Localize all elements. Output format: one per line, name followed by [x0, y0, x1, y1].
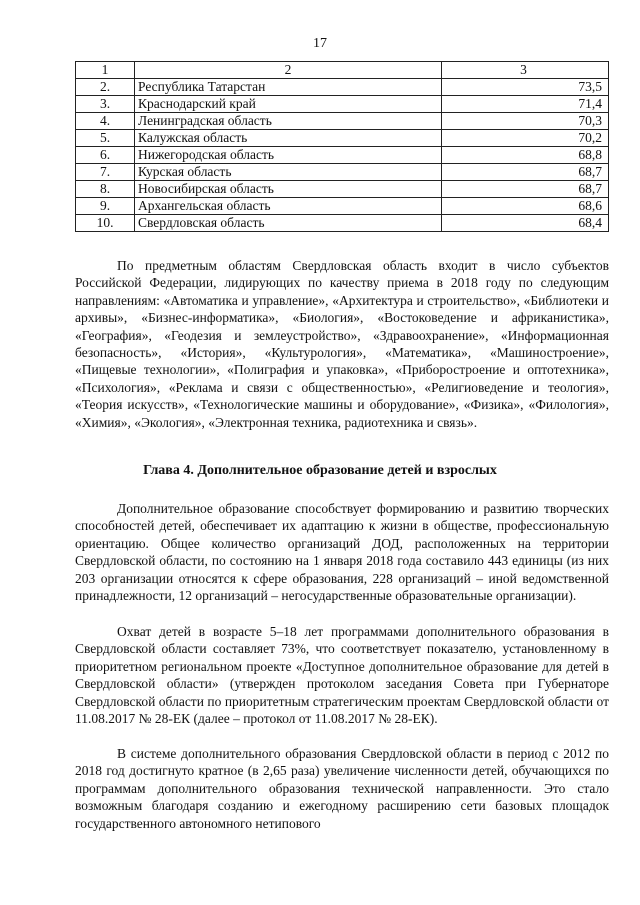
region-name: Свердловская область [135, 215, 442, 232]
row-number: 7. [76, 164, 135, 181]
region-score: 70,3 [442, 113, 609, 130]
region-ranking-table [75, 61, 609, 232]
region-score: 68,7 [442, 181, 609, 198]
row-number: 3. [76, 96, 135, 113]
region-score: 68,6 [442, 198, 609, 215]
region-name: Краснодарский край [135, 96, 442, 113]
table-header-cell: 3 [442, 62, 609, 79]
table-row [76, 147, 609, 164]
table-row [76, 113, 609, 130]
subjects-paragraph: По предметным областям Свердловская область входит в число субъектов Российской Федерации, лидирующих по качеству приема в 2018 году по следующим направлениям: «Автоматика и управление», «Архитектура и строительство», «Библиотеки и архивы», «Бизнес-информатика», «Биология», «Востоковедение и африканистика», «География», «Геодезия и землеустройство», «Здравоохранение», «Информационная безопасность», «История», «Культурология», «Математика», «Машиностроение», «Пищевые технологии», «Полиграфия и упаковка», «Приборостроение и оптотехника», «Психология», «Реклама и связи с общественностью», «Религиоведение и теология», «Теория искусств», «Технологические машины и оборудование», «Физика», «Филология», «Химия», «Экология», «Электронная техника, радиотехника и связь». [75, 258, 609, 430]
region-name: Курская область [135, 164, 442, 181]
chapter-title: Глава 4. Дополнительное образование детей и взрослых [143, 463, 497, 478]
region-score: 68,4 [442, 215, 609, 232]
table-row [76, 181, 609, 198]
row-number: 6. [76, 147, 135, 164]
row-number: 2. [76, 79, 135, 96]
dod-paragraph: Дополнительное образование способствует формированию и развитию творческих способностей детей, обеспечивает их адаптацию к жизни в обществе, профессиональную ориентацию. Общее количество организаций ДОД, расположенных на территории Свердловской области, по состоянию на 1 января 2018 года составило 443 единицы (из них 203 организации относятся к сфере образования, 228 организаций – иной ведомственной принадлежности, 12 организаций – негосударственные образовательные организации). [75, 501, 609, 604]
table-row [76, 215, 609, 232]
region-score: 68,8 [442, 147, 609, 164]
row-number: 5. [76, 130, 135, 147]
table-row [76, 164, 609, 181]
system-paragraph: В системе дополнительного образования Свердловской области в период с 2012 по 2018 год достигнуто кратное (в 2,65 раза) увеличение численности детей, обучающихся по программам дополнительного образования технической направленности. Это стало возможным благодаря созданию и ежегодному расширению сети базовых площадок государственного автономного нетипового [75, 746, 609, 831]
region-score: 70,2 [442, 130, 609, 147]
region-score: 68,7 [442, 164, 609, 181]
page-number: 17 [313, 36, 327, 51]
region-name: Республика Татарстан [135, 79, 442, 96]
table-row [76, 198, 609, 215]
table-row [76, 96, 609, 113]
coverage-paragraph: Охват детей в возрасте 5–18 лет программами дополнительного образования в Свердловской области составляет 73%, что соответствует показателю, установленному в приоритетном региональном проекте «Доступное дополнительное образование для детей в Свердловской области» (утвержден протоколом заседания Совета при Губернаторе Свердловской области по приоритетным стратегическим проектам Свердловской области от 11.08.2017 № 28-ЕК (далее – протокол от 11.08.2017 № 28-ЕК). [75, 624, 609, 727]
table-header-cell: 2 [135, 62, 442, 79]
row-number: 10. [76, 215, 135, 232]
region-name: Архангельская область [135, 198, 442, 215]
region-name: Калужская область [135, 130, 442, 147]
region-name: Нижегородская область [135, 147, 442, 164]
table-header-row [76, 62, 609, 79]
region-score: 71,4 [442, 96, 609, 113]
table-row [76, 130, 609, 147]
region-name: Новосибирская область [135, 181, 442, 198]
region-score: 73,5 [442, 79, 609, 96]
row-number: 4. [76, 113, 135, 130]
table-header-cell: 1 [76, 62, 135, 79]
row-number: 8. [76, 181, 135, 198]
region-name: Ленинградская область [135, 113, 442, 130]
table-row [76, 79, 609, 96]
row-number: 9. [76, 198, 135, 215]
